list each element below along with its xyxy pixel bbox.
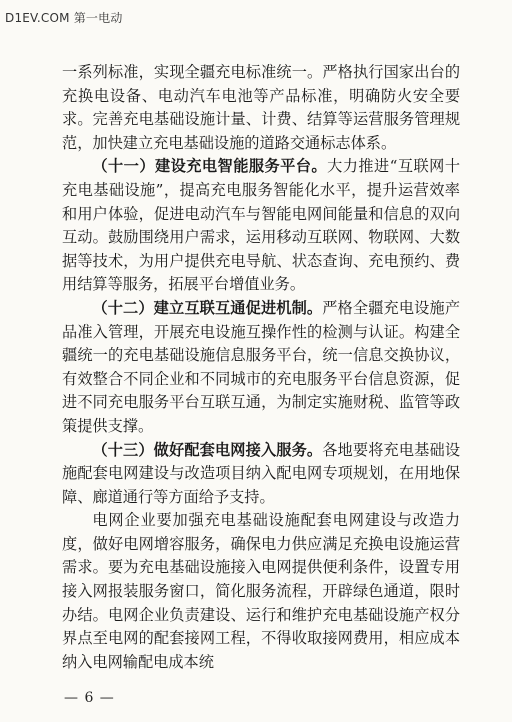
- paragraph-section-11: [62, 155, 460, 297]
- paragraph-heading: （十一）建设充电智能服务平台。: [92, 157, 328, 176]
- paragraph-text: 电网企业要加强充电基础设施配套电网建设与改造力度，做好电网增容服务，确保电力供应满足充换电设施运营需求。要为充电基础设施接入电网提供便利条件，设置专用接入网报装服务窗口，简化服务流程，开辟绿色通道，限时办结。电网企业负责建设、运行和维护充电基础设施产权分界点至电网的配套接网工程，不得收取接网费用，相应成本纳入电网输配电成本统: [62, 511, 460, 671]
- paragraph-grid-enterprise: [62, 509, 460, 674]
- document-body: [62, 61, 460, 674]
- paragraph-section-12: [62, 297, 460, 439]
- paragraph-text: 一系列标准，实现全疆充电标准统一。严格执行国家出台的充换电设备、电动汽车电池等产品标准，明确防火安全要求。完善充电基础设施计量、计费、结算等运营服务管理规范，加快建立充电基础设施的道路交通标志体系。: [62, 63, 460, 152]
- paragraph-continuation: [62, 61, 460, 155]
- paragraph-heading: （十三）做好配套电网接入服务。: [92, 440, 323, 459]
- paragraph-section-13: [62, 439, 460, 510]
- paragraph-text: 各地要将充电基础设施配套电网建设与改造项目纳入配电网专项规划，在用地保障、廊道通行等方面给予支持。: [62, 440, 461, 506]
- watermark-logo: D1EV.COM 第一电动: [5, 11, 123, 25]
- paragraph-text: 大力推进“互联网十充电基础设施”，提高充电服务智能化水平，提升运营效率和用户体验，促进电动汽车与智能电网间能量和信息的双向互动。鼓励围绕用户需求，运用移动互联网、物联网、大数据等技术，为用户提供充电导航、状态查询、充电预约、费用结算等服务，拓展平台增值业务。: [62, 157, 461, 294]
- paragraph-heading: （十二）建立互联互通促进机制。: [92, 298, 323, 317]
- page-number: — 6 —: [64, 690, 115, 706]
- paragraph-text: 严格全疆充电设施产品准入管理，开展充电设施互操作性的检测与认证。构建全疆统一的充电基础设施信息服务平台，统一信息交换协议，有效整合不同企业和不同城市的充电服务平台信息资源，促进不同充电服务平台互联互通，为制定实施财税、监管等政策提供支撑。: [62, 298, 461, 435]
